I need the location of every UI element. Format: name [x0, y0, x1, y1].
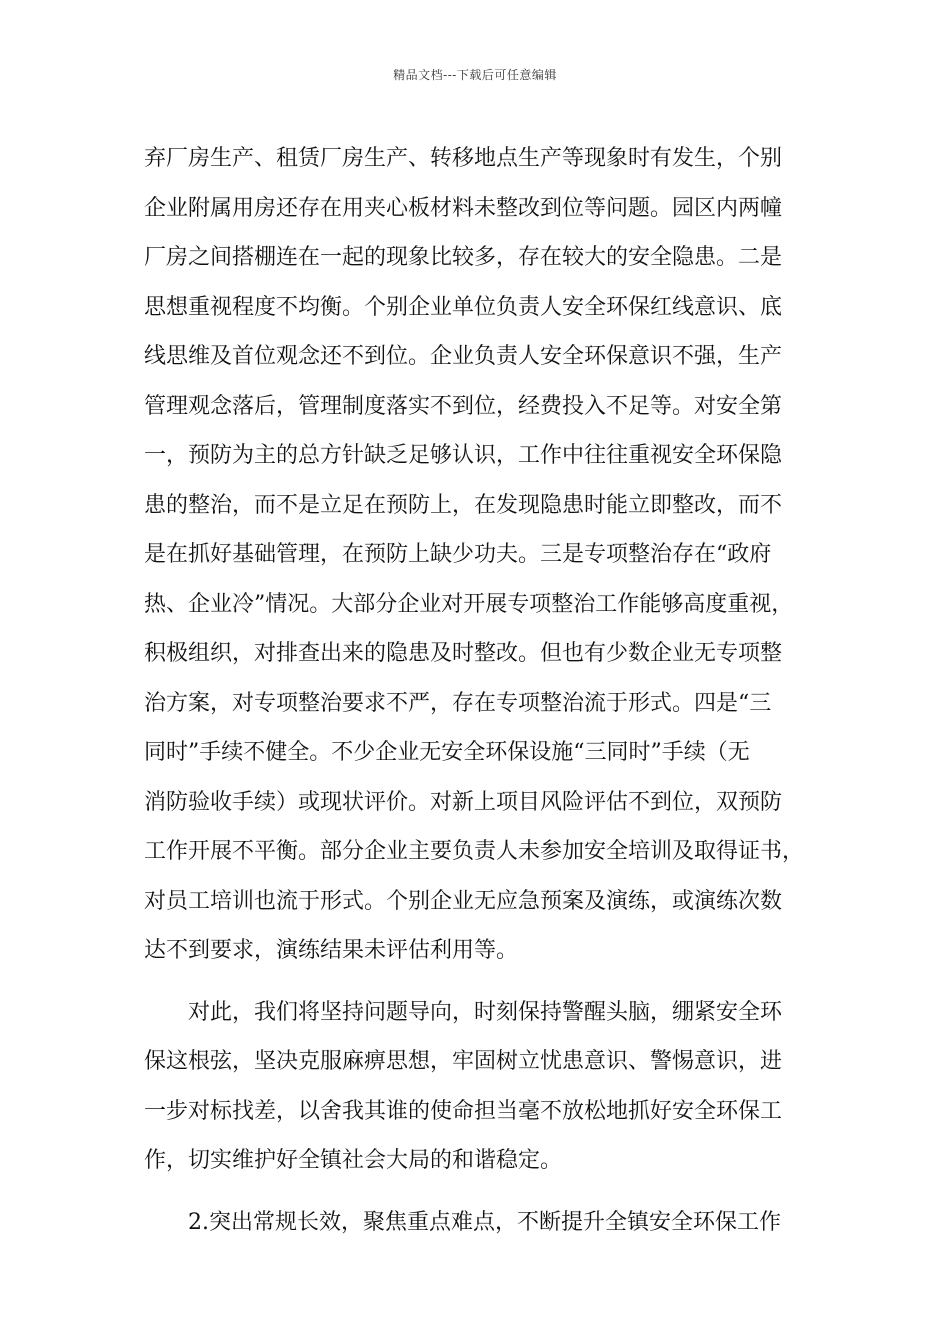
text-line: 企业附属用房还存在用夹心板材料未整改到位等问题。园区内两幢 [144, 195, 783, 221]
paragraph-safety-issues [144, 134, 824, 976]
text-line: 弃厂房生产、租赁厂房生产、转移地点生产等现象时有发生，个别 [144, 146, 783, 171]
paragraph-section-2 [144, 1198, 824, 1248]
text-line: 达不到要求，演练结果未评估利用等。 [144, 938, 519, 963]
paragraph-countermeasures [144, 988, 824, 1186]
document-body [144, 134, 824, 1247]
text-line: 积极组织，对排查出来的隐患及时整改。但也有少数企业无专项整 [144, 641, 783, 666]
text-line: 对此，我们将坚持问题导向，时刻保持警醒头脑，绷紧安全环 [188, 999, 783, 1025]
text-line: 一步对标找差，以舍我其谁的使命担当毫不放松地抓好安全环保工 [144, 1098, 783, 1124]
text-line: 工作开展不平衡。部分企业主要负责人未参加安全培训及取得证书， [144, 839, 805, 864]
text-line: 保这根弦，坚决克服麻痹思想，牢固树立忧患意识、警惕意识，进 [144, 1049, 783, 1074]
text-line: 厂房之间搭棚连在一起的现象比较多，存在较大的安全隐患。二是 [144, 245, 783, 270]
text-line: 患的整治，而不是立足在预防上，在发现隐患时能立即整改，而不 [144, 492, 783, 518]
text-line: 线思维及首位观念还不到位。企业负责人安全环保意识不强，生产 [144, 344, 783, 369]
text-line: 热、企业冷”情况。大部分企业对开展专项整治工作能够高度重视， [144, 591, 794, 617]
text-line: 对员工培训也流于形式。个别企业无应急预案及演练，或演练次数 [144, 888, 783, 914]
text-line: 治方案，对专项整治要求不严，存在专项整治流于形式。四是“三 [144, 690, 772, 716]
paragraph-spacer [144, 1186, 824, 1198]
text-line: 同时”手续不健全。不少企业无安全环保设施“三同时”手续（无 [144, 740, 750, 765]
text-line: 作，切实维护好全镇社会大局的和谐稳定。 [144, 1148, 563, 1173]
page-header: 精品文档---下载后可任意编辑 [393, 68, 557, 82]
text-line: 管理观念落后，管理制度落实不到位，经费投入不足等。对安全第 [144, 393, 783, 419]
section-heading-line: 2.突出常规长效，聚焦重点难点，不断提升全镇安全环保工作 [188, 1209, 781, 1235]
paragraph-spacer [144, 976, 824, 988]
text-line: 消防验收手续）或现状评价。对新上项目风险评估不到位，双预防 [144, 789, 783, 815]
text-line: 一，预防为主的总方针缺乏足够认识，工作中往往重视安全环保隐 [144, 443, 783, 468]
text-line: 是在抓好基础管理，在预防上缺少功夫。三是专项整治存在“政府 [144, 542, 772, 567]
text-line: 思想重视程度不均衡。个别企业单位负责人安全环保红线意识、底 [144, 294, 783, 320]
